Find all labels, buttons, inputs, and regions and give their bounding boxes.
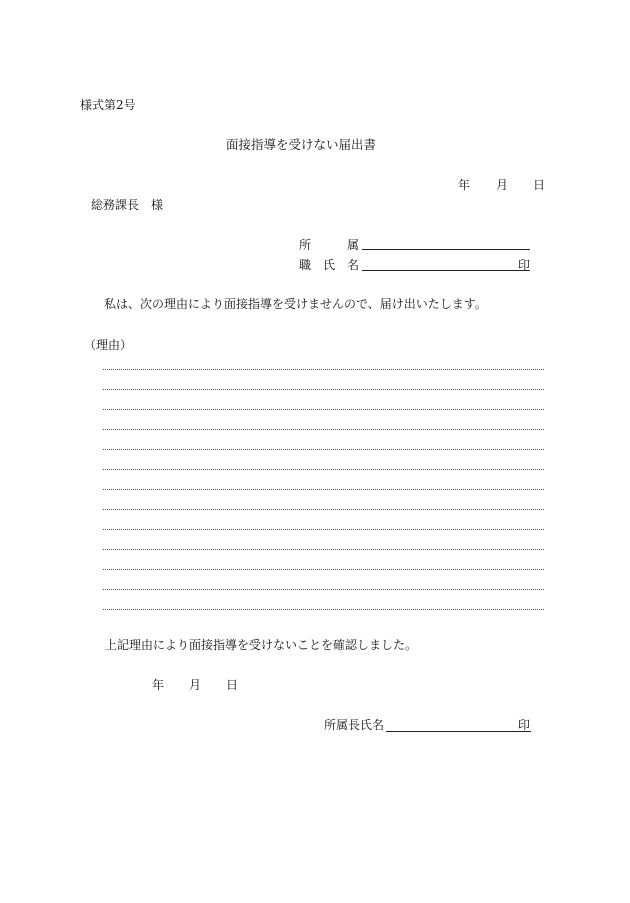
document-title: 面接指導を受けない届出書 [226,137,377,152]
addressee: 総務課長 様 [91,198,164,212]
confirm-date-month-label: 月 [189,678,202,692]
reason-line[interactable] [103,609,544,610]
confirm-date-day-label: 日 [226,678,239,692]
affiliation-field-line[interactable] [362,249,530,250]
affiliation-label: 所 属 [299,238,360,252]
supervisor-name-field-line[interactable] [386,731,531,732]
confirm-date-year-label: 年 [152,678,165,692]
reason-line[interactable] [103,549,544,550]
reason-line[interactable] [103,409,544,410]
statement-text: 私は、次の理由により面接指導を受けませんので、届け出いたします。 [104,297,487,311]
reason-label: （理由） [84,338,133,352]
reason-line[interactable] [103,489,544,490]
form-number: 様式第2号 [80,98,136,112]
name-label: 職 氏 名 [299,258,360,272]
reason-line[interactable] [103,589,544,590]
supervisor-name-label: 所属長氏名 [324,718,385,732]
reason-line[interactable] [103,569,544,570]
reason-line[interactable] [103,529,544,530]
date-day-label: 日 [533,178,546,192]
supervisor-seal-mark: 印 [518,718,531,732]
seal-mark: 印 [518,258,531,272]
date-year-label: 年 [458,178,471,192]
reason-line[interactable] [103,389,544,390]
reason-line[interactable] [103,369,544,370]
reason-line[interactable] [103,469,544,470]
reason-line[interactable] [103,449,544,450]
confirmation-text: 上記理由により面接指導を受けないことを確認しました。 [105,638,418,652]
date-month-label: 月 [496,178,509,192]
name-field-line[interactable] [362,270,530,271]
reason-line[interactable] [103,509,544,510]
reason-line[interactable] [103,429,544,430]
